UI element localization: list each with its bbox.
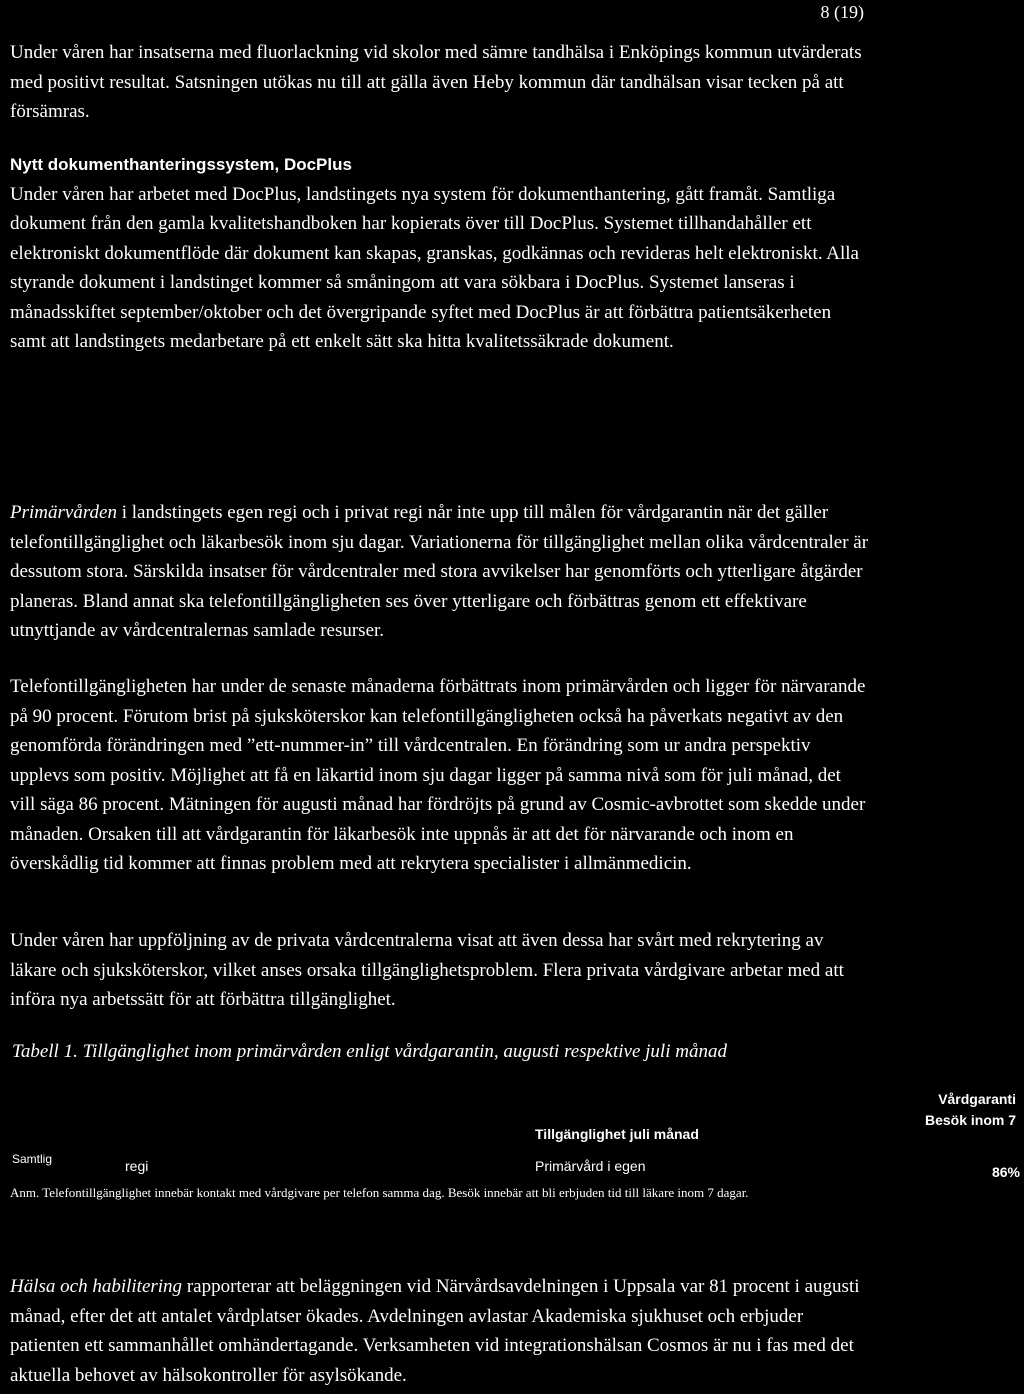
table-header-juli: Tillgänglighet juli månad bbox=[535, 1126, 699, 1142]
table-header-vardgaranti bbox=[925, 1089, 1016, 1131]
primarvarden-text: i landstingets egen regi och i privat regi når inte upp till målen för vårdgarantin när det gäller telefontillgänglighet och läkarbesök inom sju dagar. Variationerna för tillgänglighet mellan olika vårdcentraler är dessutom stora. Särskilda insatser för vårdcentraler med stora avvikelser har genomförts och ytterligare åtgärder planeras. Bland annat ska telefontillgängligheten ses över ytterligare och förbättras genom ett effektivare utnyttjande av vårdcentralernas samlade resurser. bbox=[10, 502, 869, 641]
paragraph-telefontillganglighet: Telefontillgängligheten har under de senaste månaderna förbättrats inom primärvården och ligger för närvarande på 90 procent. Förutom brist på sjuksköterskor kan telefontillgängligheten också ha påverkats negativt av den genomförda förändringen med ”ett-nummer-in” till vårdcentralen. En förändring som ur andra perspektiv upplevs som positiv. Möjlighet att få en läkartid inom sju dagar ligger på samma nivå som för juli månad, det vill säga 86 procent. Mätningen för augusti månad har fördröjts på grund av Cosmic-avbrottet som skedde under månaden. Orsaken till att vårdgarantin för läkarbesök inte uppnås är att det för närvarande och inom en överskådlig tid kommer att finnas problem med att rekrytera specialister i allmänmedicin. bbox=[10, 676, 866, 874]
section-heading: Nytt dokumenthanteringssystem, DocPlus bbox=[10, 155, 352, 174]
header-besok: Besök inom 7 bbox=[924, 1112, 1016, 1128]
section-docplus bbox=[10, 150, 870, 357]
paragraph-halsa-habilitering bbox=[10, 1272, 870, 1390]
primarvarden-lead: Primärvården bbox=[10, 502, 117, 523]
table-note: Anm. Telefontillgänglighet innebär kontakt med vårdgivare per telefon samma dag. Besök innebär att bli erbjuden tid till läkare inom 7 dagar. bbox=[10, 1185, 749, 1200]
table-cell-value: 86% bbox=[991, 1164, 1020, 1180]
paragraph-privata-vardcentraler: Under våren har uppföljning av de privata vårdcentralerna visat att även dessa har svårt med rekrytering av läkare och sjuksköterskor, vilket anses orsaka tillgänglighetsproblem. Flera privata vårdgivare arbetar med att införa nya arbetssätt för att förbättra tillgänglighet. bbox=[10, 930, 844, 1010]
paragraph-fluorlackning: Under våren har insatserna med fluorlackning vid skolor med sämre tandhälsa i Enköpings kommun utvärderats med positivt resultat. Satsningen utökas nu till att gälla även Heby kommun där tandhälsan visar tecken på att försämras. bbox=[10, 42, 862, 122]
table-cell-primarvard: Primärvård i egen bbox=[535, 1158, 646, 1174]
halsa-lead: Hälsa och habilitering bbox=[10, 1276, 183, 1297]
halsa-text: rapporterar att beläggningen vid Närvårdsavdelningen i Uppsala var 81 procent i augusti månad, efter det att antalet vårdplatser ökades. Avdelningen avlastar Akademiska sjukhuset och erbjuder patienten ett sammanhållet omhändertagande. Verksamheten vid integrationshälsan Cosmos är nu i fas med det aktuella behovet av hälsokontroller för asylsökande. bbox=[10, 1276, 860, 1386]
table-cell-samtlig: Samtlig bbox=[12, 1152, 53, 1166]
header-vardgaranti: Vårdgaranti bbox=[938, 1091, 1016, 1107]
paragraph-docplus: Under våren har arbetet med DocPlus, landstingets nya system för dokumenthantering, gått framåt. Samtliga dokument från den gamla kvalitetshandboken har kopierats över till DocPlus. Systemet tillhandahåller ett elektroniskt dokumentflöde där dokument kan skapas, granskas, godkännas och revideras helt elektroniskt. Alla styrande dokument i landstinget kommer så småningom att vara sökbara i DocPlus. Systemet lanseras i månadsskiftet september/oktober och det övergripande syftet med DocPlus är att förbättra patientsäkerheten samt att landstingets medarbetare på ett enkelt sätt ska hitta kvalitetssäkrade dokument. bbox=[10, 183, 859, 352]
table-caption: Tabell 1. Tillgänglighet inom primärvården enligt vårdgarantin, augusti respektive juli månad bbox=[12, 1041, 727, 1062]
table-cell-regi: regi bbox=[125, 1158, 149, 1174]
paragraph-primarvarden bbox=[10, 498, 870, 646]
page-number: 8 (19) bbox=[820, 2, 864, 22]
